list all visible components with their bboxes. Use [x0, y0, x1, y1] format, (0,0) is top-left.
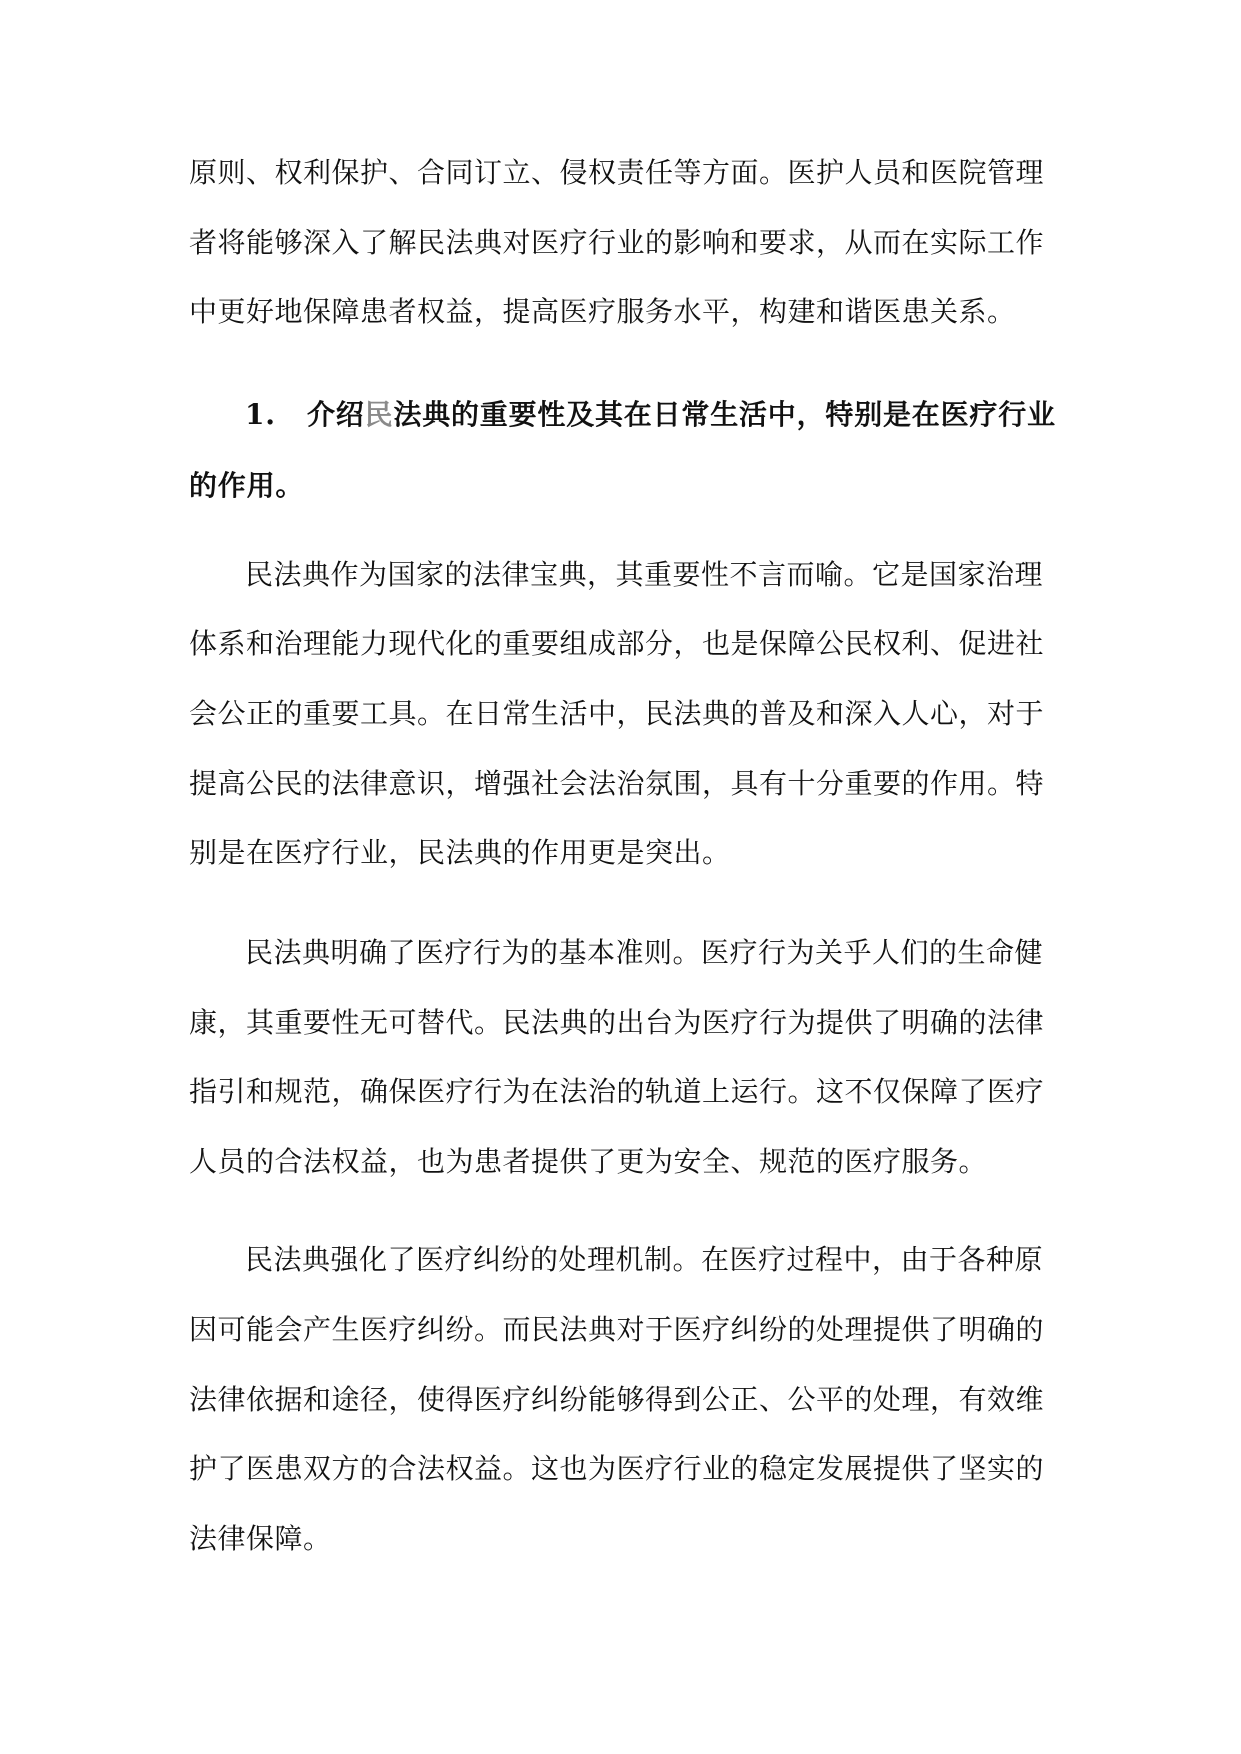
paragraph-1-line-3: 会公正的重要工具。在日常生活中，民法典的普及和深入人心，对于	[189, 697, 1045, 730]
paragraph-3-line-2: 因可能会产生医疗纠纷。而民法典对于医疗纠纷的处理提供了明确的	[189, 1313, 1045, 1346]
paragraph-1-line-2: 体系和治理能力现代化的重要组成部分，也是保障公民权利、促进社	[189, 627, 1045, 660]
heading-number: 1.	[245, 398, 276, 431]
paragraph-3-line-4: 护了医患双方的合法权益。这也为医疗行业的稳定发展提供了坚实的	[189, 1452, 1045, 1485]
paragraph-2-line-4: 人员的合法权益，也为患者提供了更为安全、规范的医疗服务。	[189, 1145, 988, 1178]
heading-highlight-char: 民	[364, 398, 394, 431]
heading-text-start: 介绍	[306, 398, 365, 431]
paragraph-1-line-1: 民法典作为国家的法律宝典，其重要性不言而喻。它是国家治理	[245, 558, 1044, 591]
paragraph-3-line-3: 法律依据和途径，使得医疗纠纷能够得到公正、公平的处理，有效维	[189, 1383, 1045, 1416]
intro-line-3: 中更好地保障患者权益，提高医疗服务水平，构建和谐医患关系。	[189, 295, 1016, 328]
paragraph-1-line-4: 提高公民的法律意识，增强社会法治氛围，具有十分重要的作用。特	[189, 767, 1045, 800]
section-heading-line-2: 的作用。	[189, 469, 305, 502]
paragraph-3-line-1: 民法典强化了医疗纠纷的处理机制。在医疗过程中，由于各种原	[245, 1243, 1044, 1276]
heading-text-rest: 法典的重要性及其在日常生活中，特别是在医疗行业	[393, 398, 1056, 431]
paragraph-2-line-2: 康，其重要性无可替代。民法典的出台为医疗行为提供了明确的法律	[189, 1006, 1045, 1039]
intro-line-1: 原则、权利保护、合同订立、侵权责任等方面。医护人员和医院管理	[189, 156, 1045, 189]
paragraph-1-line-5: 别是在医疗行业，民法典的作用更是突出。	[189, 836, 731, 869]
paragraph-2-line-1: 民法典明确了医疗行为的基本准则。医疗行为关乎人们的生命健	[245, 936, 1044, 969]
section-heading-line-1	[245, 395, 1059, 435]
paragraph-3-line-5: 法律保障。	[189, 1522, 332, 1555]
paragraph-2-line-3: 指引和规范，确保医疗行为在法治的轨道上运行。这不仅保障了医疗	[189, 1075, 1045, 1108]
intro-line-2: 者将能够深入了解民法典对医疗行业的影响和要求，从而在实际工作	[189, 226, 1045, 259]
